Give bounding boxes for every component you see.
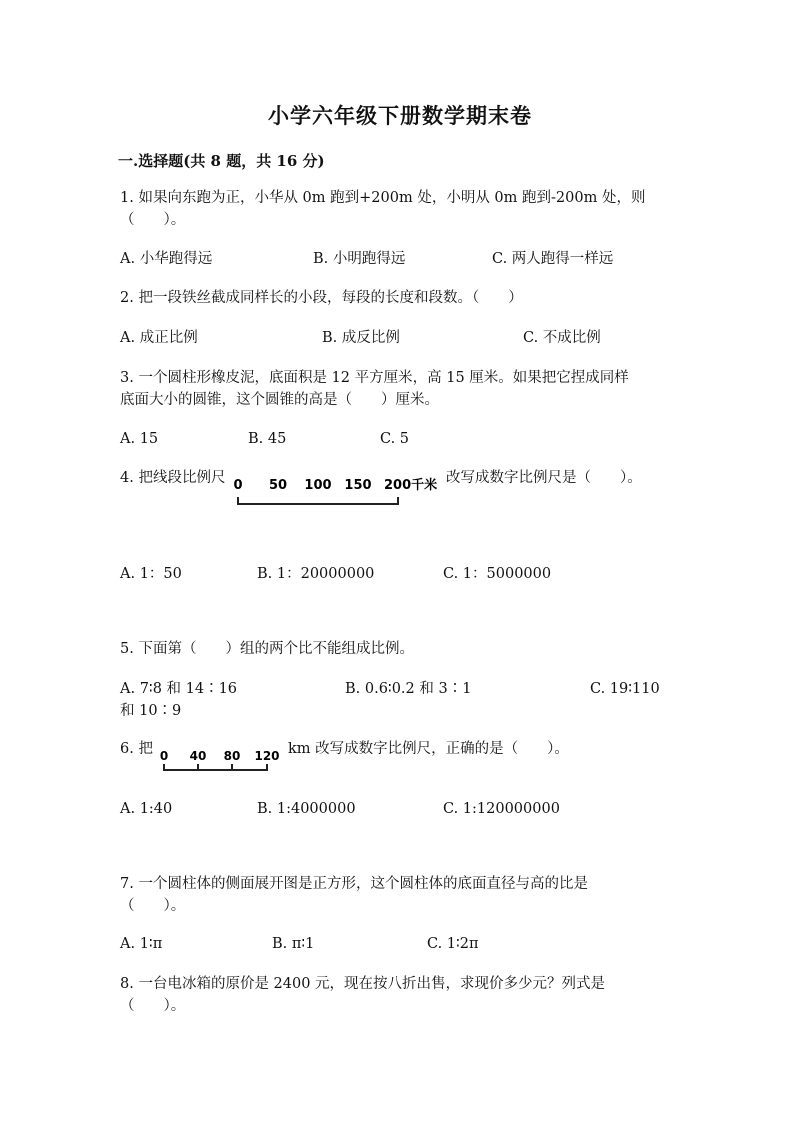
- question-3-text: 3. 一个圆柱形橡皮泥，底面积是 12 平方厘米，高 15 厘米。如果把它捏成同样: [120, 370, 629, 386]
- question-5-text: 5. 下面第（ ）组的两个比不能组成比例。: [120, 641, 414, 657]
- question-4-option-a[interactable]: A. 1：50: [120, 566, 182, 582]
- scale-label-50: 50: [268, 478, 288, 493]
- question-1-option-b[interactable]: B. 小明跑得远: [313, 251, 406, 267]
- page-title: 小学六年级下册数学期末卷: [268, 103, 532, 128]
- question-7-option-c[interactable]: C. 1∶2π: [427, 936, 479, 952]
- question-3-option-b[interactable]: B. 45: [248, 431, 287, 447]
- question-2-text: 2. 把一段铁丝截成同样长的小段，每段的长度和段数。（ ）: [120, 290, 523, 306]
- question-1-option-a[interactable]: A. 小华跑得远: [120, 251, 213, 267]
- question-5-option-a[interactable]: A. 7∶8 和 14∶16: [120, 681, 238, 697]
- line-scale-bar-120km: [155, 745, 285, 775]
- line-scale-bar-200km: [232, 470, 447, 510]
- scale-label-0: 0: [159, 749, 169, 763]
- question-7-option-b[interactable]: B. π∶1: [272, 936, 315, 952]
- question-1-text: 1. 如果向东跑为正，小华从 0m 跑到+200m 处，小明从 0m 跑到-200m 处，则: [120, 190, 646, 206]
- question-2-option-b[interactable]: B. 成反比例: [322, 330, 400, 346]
- question-7-blank: （ ）。: [120, 898, 186, 914]
- question-4-option-c[interactable]: C. 1：5000000: [443, 566, 552, 582]
- question-1-option-c[interactable]: C. 两人跑得一样远: [492, 251, 614, 267]
- question-7-option-a[interactable]: A. 1∶π: [120, 936, 163, 952]
- question-7-text: 7. 一个圆柱体的侧面展开图是正方形，这个圆柱体的底面直径与高的比是: [120, 876, 588, 892]
- scale-label-100: 100: [304, 478, 332, 493]
- question-5-option-c[interactable]: C. 19∶110: [590, 681, 660, 697]
- question-6-text: 6. 把: [120, 741, 153, 757]
- question-4-text-cont: 改写成数字比例尺是（ ）。: [446, 470, 642, 486]
- scale-label-40: 40: [189, 749, 207, 763]
- question-5-option-c-cont: 和 10∶9: [120, 703, 182, 719]
- question-6-text-cont: km 改写成数字比例尺，正确的是（ ）。: [288, 741, 569, 757]
- question-8-text: 8. 一台电冰箱的原价是 2400 元，现在按八折出售，求现价多少元？列式是: [120, 976, 606, 992]
- question-3-option-a[interactable]: A. 15: [120, 431, 159, 447]
- question-8-blank: （ ）。: [120, 998, 186, 1014]
- question-3-option-c[interactable]: C. 5: [380, 431, 410, 447]
- question-2-option-a[interactable]: A. 成正比例: [120, 330, 198, 346]
- scale-label-80: 80: [223, 749, 241, 763]
- question-2-option-c[interactable]: C. 不成比例: [523, 330, 601, 346]
- question-6-option-c[interactable]: C. 1:120000000: [443, 801, 560, 817]
- question-4-option-b[interactable]: B. 1：20000000: [257, 566, 375, 582]
- section-heading: 一.选择题(共 8 题，共 16 分): [118, 152, 325, 170]
- scale-label-0: 0: [233, 478, 243, 493]
- scale-label-150: 150: [344, 478, 372, 493]
- question-5-option-b[interactable]: B. 0.6∶0.2 和 3∶1: [345, 681, 472, 697]
- scale-label-200km: 200千米: [384, 478, 438, 493]
- question-4-text: 4. 把线段比例尺: [120, 470, 226, 486]
- question-1-blank: （ ）。: [120, 212, 186, 228]
- question-6-option-b[interactable]: B. 1:4000000: [257, 801, 356, 817]
- question-6-option-a[interactable]: A. 1:40: [120, 801, 173, 817]
- scale-label-120: 120: [254, 749, 280, 763]
- question-3-text-cont: 底面大小的圆锥，这个圆锥的高是（ ）厘米。: [120, 392, 439, 408]
